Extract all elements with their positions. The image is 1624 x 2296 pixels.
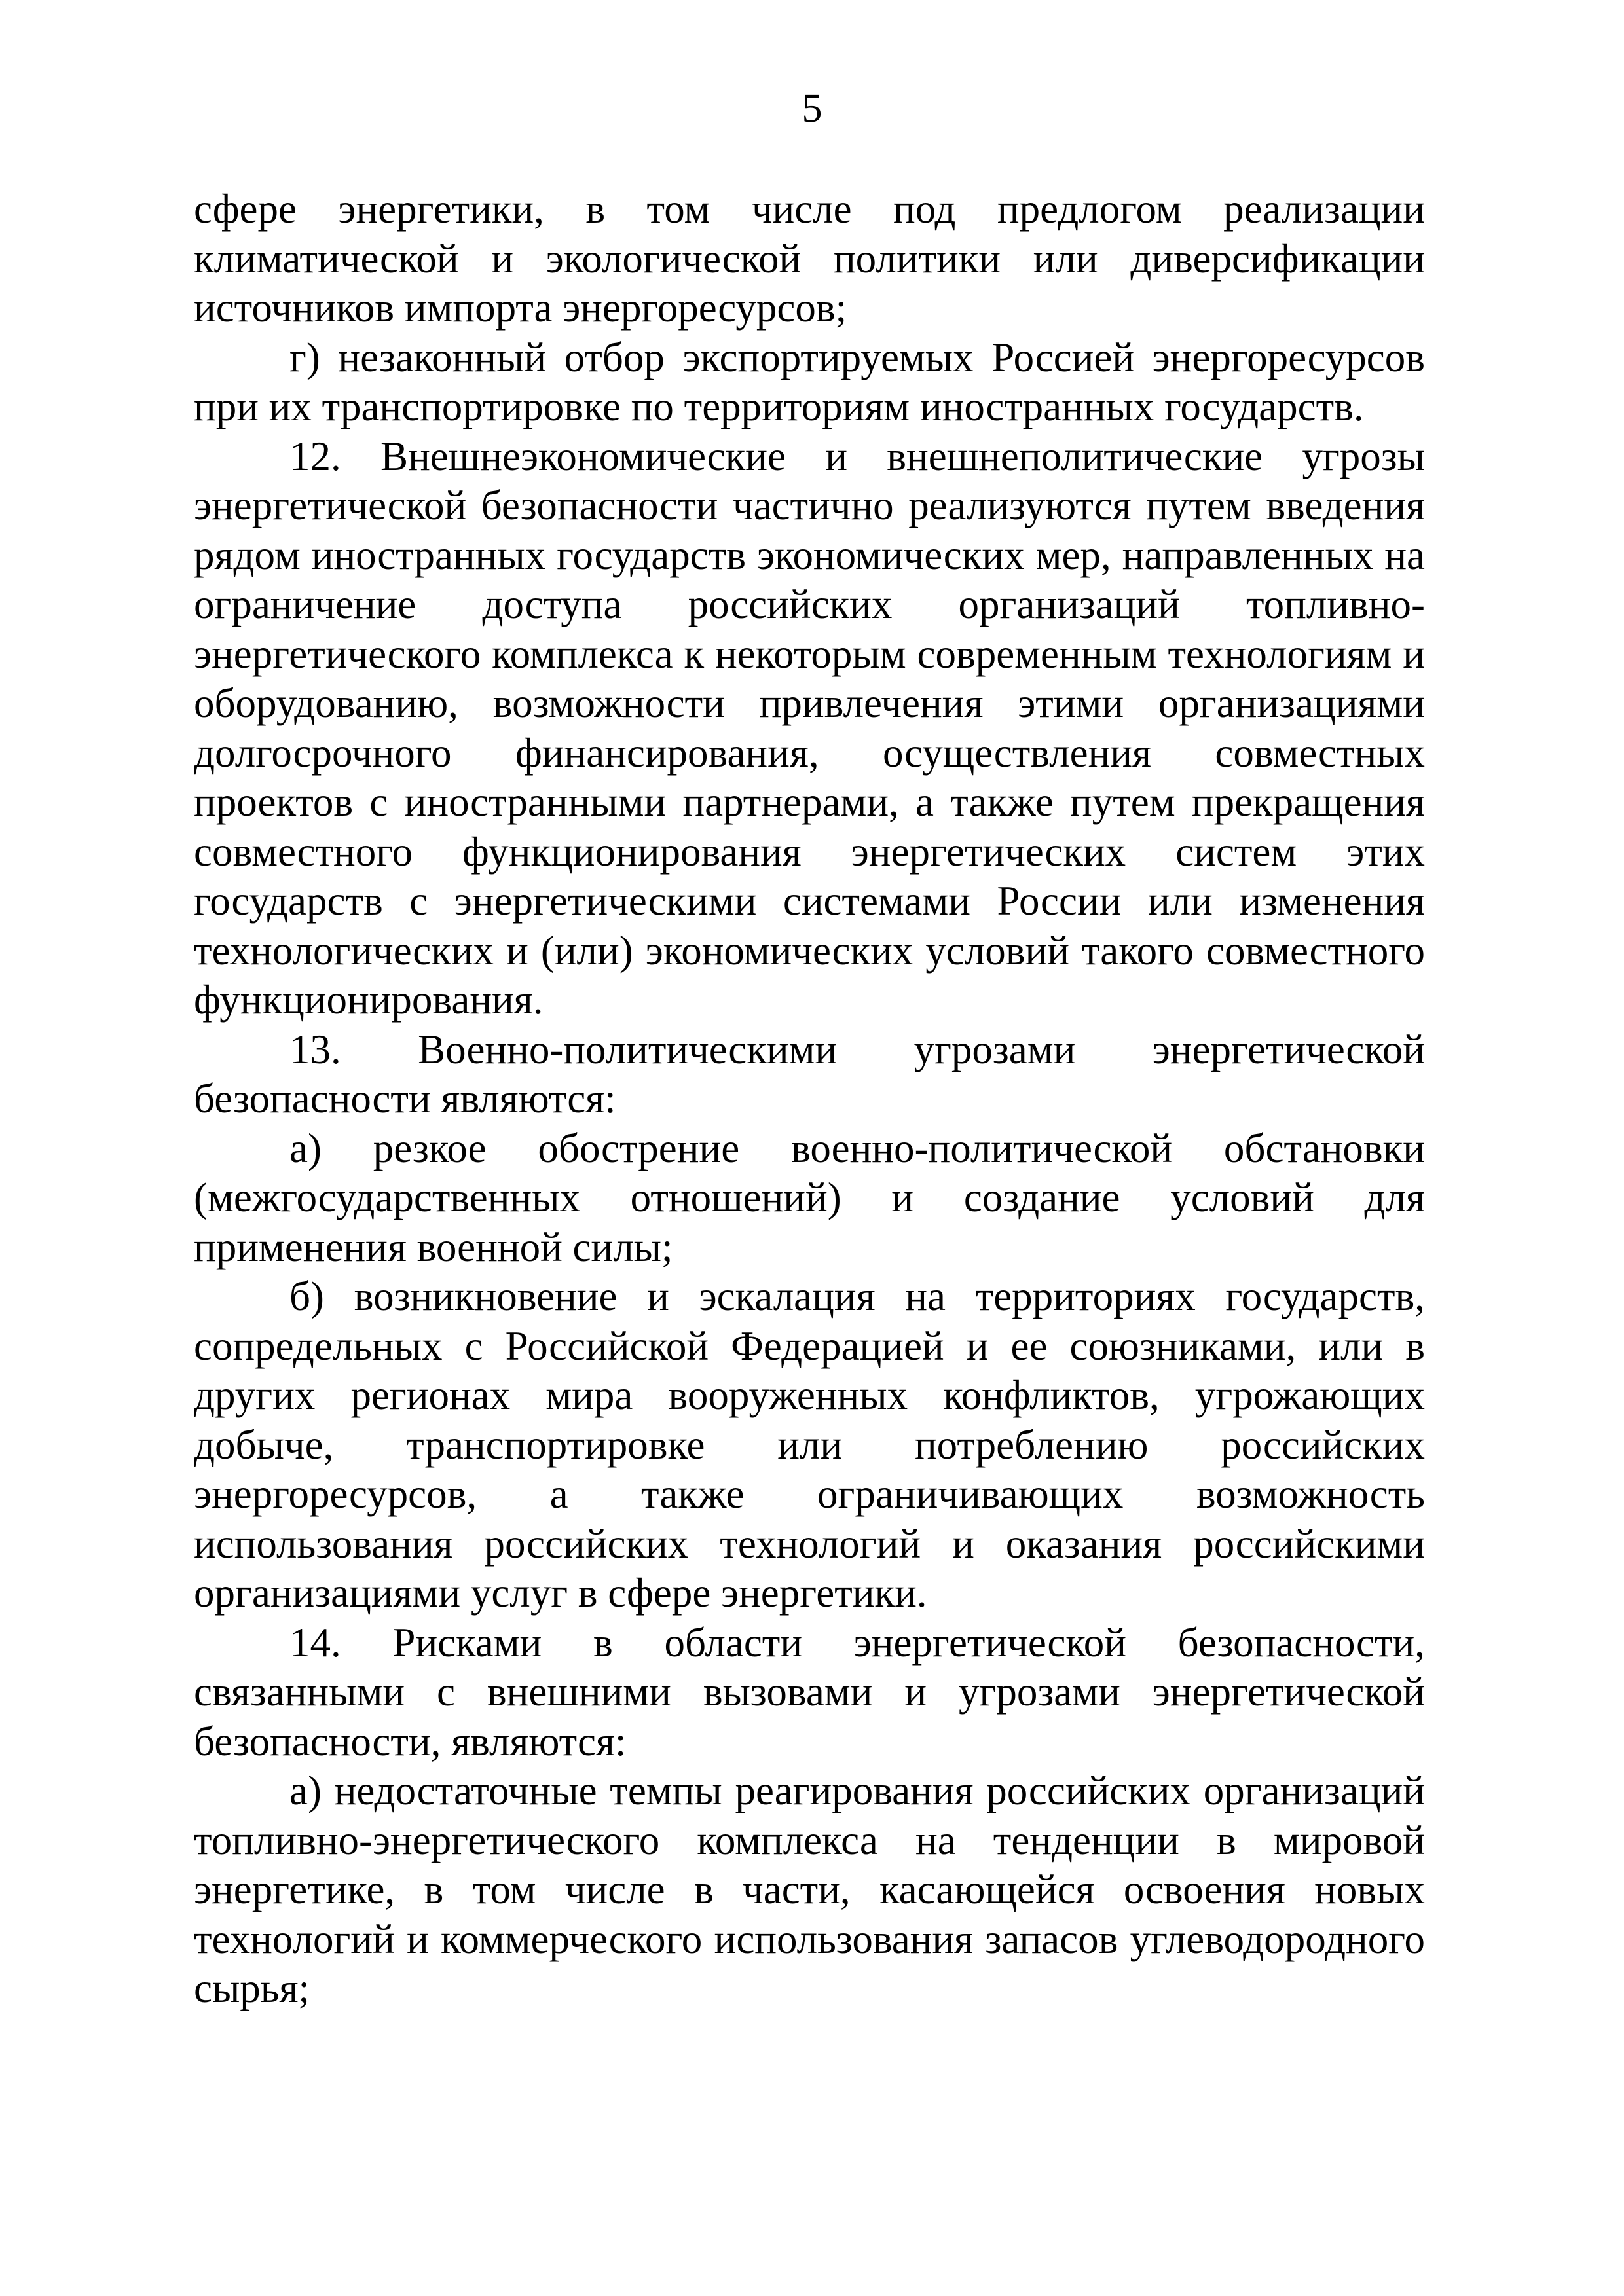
paragraph-item-g: г) незаконный отбор экспортируемых Россией энергоресурсов при их транспортировке по территориям иностранных государств. — [194, 334, 1425, 429]
paragraph-continuation: сфере энергетики, в том числе под предлогом реализации климатической и экологической политики или диверсификации источников импорта энергоресурсов; — [194, 186, 1425, 331]
paragraph-12: 12. Внешнеэкономические и внешнеполитические угрозы энергетической безопасности частично реализуются путем введения рядом иностранных государств экономических мер, направленных на ограничение доступа российских организаций топливно-энергетического комплекса к некоторым современным технологиям и оборудованию, возможности привлечения этими организациями долгосрочного финансирования, осуществления совместных проектов с иностранными партнерами, а также путем прекращения совместного функционирования энергетических систем этих государств с энергетическими системами России или изменения технологических и (или) экономических условий такого совместного функционирования. — [194, 433, 1425, 1023]
paragraph-14: 14. Рисками в области энергетической безопасности, связанными с внешними вызовами и угрозами энергетической безопасности, являются: — [194, 1619, 1425, 1764]
page-number: 5 — [802, 86, 822, 131]
paragraph-13-item-b: б) возникновение и эскалация на территориях государств, сопредельных с Российской Федерацией и ее союзниками, или в других регионах мира вооруженных конфликтов, угрожающих добыче, транспортировке или потреблению российских энергоресурсов, а также ограничивающих возможность использования российских технологий и оказания российскими организациями услуг в сфере энергетики. — [194, 1273, 1425, 1616]
paragraph-13-item-a: а) резкое обострение военно-политической обстановки (межгосударственных отношений) и создание условий для применения военной силы; — [194, 1125, 1425, 1270]
paragraph-14-item-a: а) недостаточные темпы реагирования российских организаций топливно-энергетического комплекса на тенденции в мировой энергетике, в том числе в части, касающейся освоения новых технологий и коммерческого использования запасов углеводородного сырья; — [194, 1768, 1425, 2011]
paragraph-13: 13. Военно-политическими угрозами энергетической безопасности являются: — [194, 1026, 1425, 1121]
document-body — [194, 185, 1425, 2014]
